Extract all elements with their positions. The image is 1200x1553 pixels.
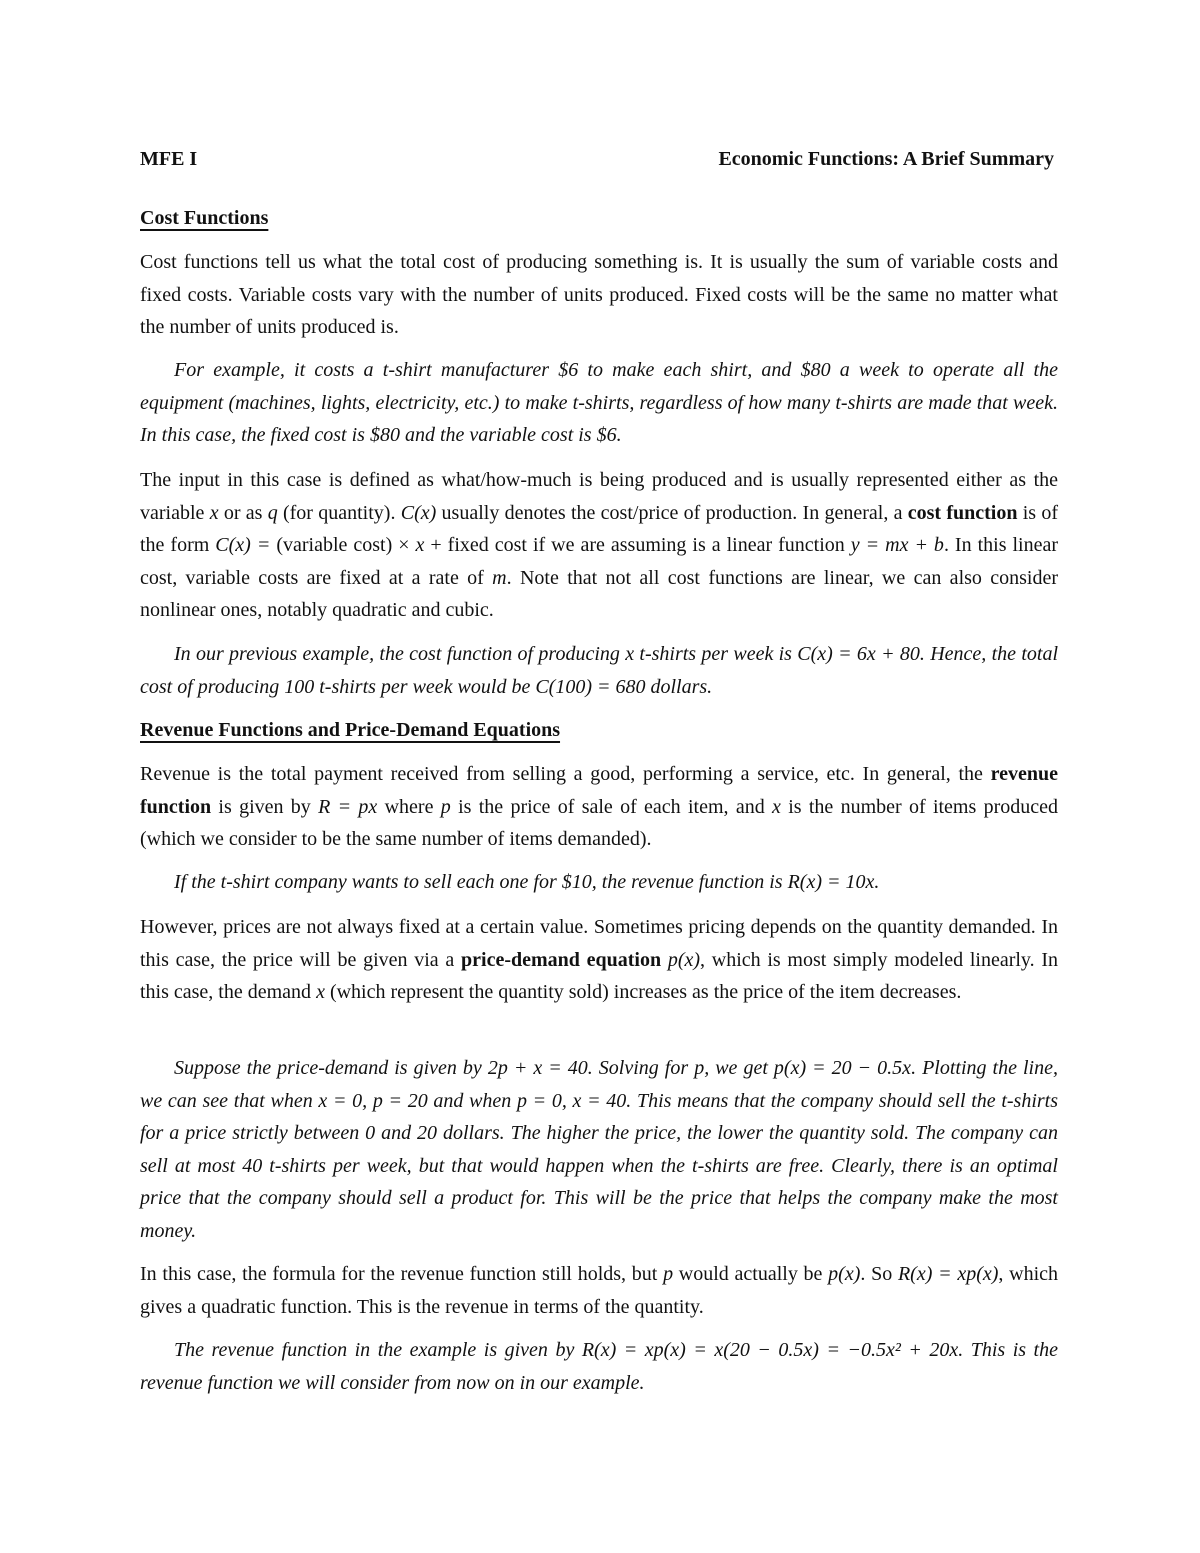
revenue-intro-paragraph: Revenue is the total payment received from selling a good, performing a service, etc. In general, the revenue function is given by R = px where p is the price of sale of each item, and x is the number of items produced (which we consider to be the same number of items demanded). [140,763,1058,850]
cost-example-paragraph [140,354,1058,452]
revenue-function-term: revenue function [140,763,1058,818]
cost-functions-heading: Cost Functions [140,207,269,229]
document-title: Economic Functions: A Brief Summary [718,148,1054,170]
cost-example-text: For example, it costs a t-shirt manufacturer $6 to make each shirt, and $80 a week to operate all the equipment (machines, lights, electricity, etc.) to make t-shirts, regardless of how many t-shirts are made that week. In this case, the fixed cost is $80 and the variable cost is $6. [140,359,1058,446]
revenue-formula-paragraph: In this case, the formula for the revenue function still holds, but p would actually be p(x). So R(x) = xp(x), which gives a quadratic function. This is the revenue in terms of the quantity. [140,1263,1059,1318]
revenue-example-paragraph: If the t-shirt company wants to sell each one for $10, the revenue function is R(x) = 10x. [174,871,880,893]
page-header [140,146,1054,172]
course-label: MFE I [140,148,198,170]
cost-function-example-paragraph: In our previous example, the cost function of producing x t-shirts per week is C(x) = 6x + 80. Hence, the total cost of producing 100 t-shirts per week would be C(100) = 680 dollars. [140,643,1059,698]
revenue-function-example-paragraph: The revenue function in the example is given by R(x) = xp(x) = x(20 − 0.5x) = −0.5x² + 20x. This is the revenue function we will consider from now on in our example. [140,1339,1058,1394]
price-demand-example-paragraph: Suppose the price-demand is given by 2p + x = 40. Solving for p, we get p(x) = 20 − 0.5x. Plotting the line, we can see that when x = 0, p = 20 and when p = 0, x = 40. This means that the company should sell the t-shirts for a price strictly between 0 and 20 dollars. The higher the price, the lower the quantity sold. The company can sell at most 40 t-shirts per week, but that would happen when the t-shirts are free. Clearly, there is an optimal price that the company should sell a product for. This will be the price that helps the company make the most money. [140,1057,1059,1242]
price-demand-paragraph: However, prices are not always fixed at a certain value. Sometimes pricing depends on the quantity demanded. In this case, the price will be given via a price-demand equation p(x), which is most simply modeled linearly. In this case, the demand x (which represent the quantity sold) increases as the price of the item decreases. [140,916,1059,1003]
revenue-functions-heading: Revenue Functions and Price-Demand Equations [140,719,561,741]
cost-definition-paragraph: The input in this case is defined as what/how-much is being produced and is usually represented either as the variable x or as q (for quantity). C(x) usually denotes the cost/price of production. In general, a cost function is of the form C(x) = (variable cost) × x + fixed cost if we are assuming is a linear function y = mx + b. In this linear cost, variable costs are fixed at a rate of m. Note that not all cost functions are linear, we can also consider nonlinear ones, notably quadratic and cubic. [140,469,1059,621]
cost-function-term: cost function [907,501,1018,524]
price-demand-term: price-demand equation [461,948,662,971]
cost-intro-paragraph: Cost functions tell us what the total cost of producing something is. It is usually the sum of variable costs and fixed costs. Variable costs vary with the number of units produced. Fixed costs will be the same no matter what the number of units produced is. [140,251,1058,338]
